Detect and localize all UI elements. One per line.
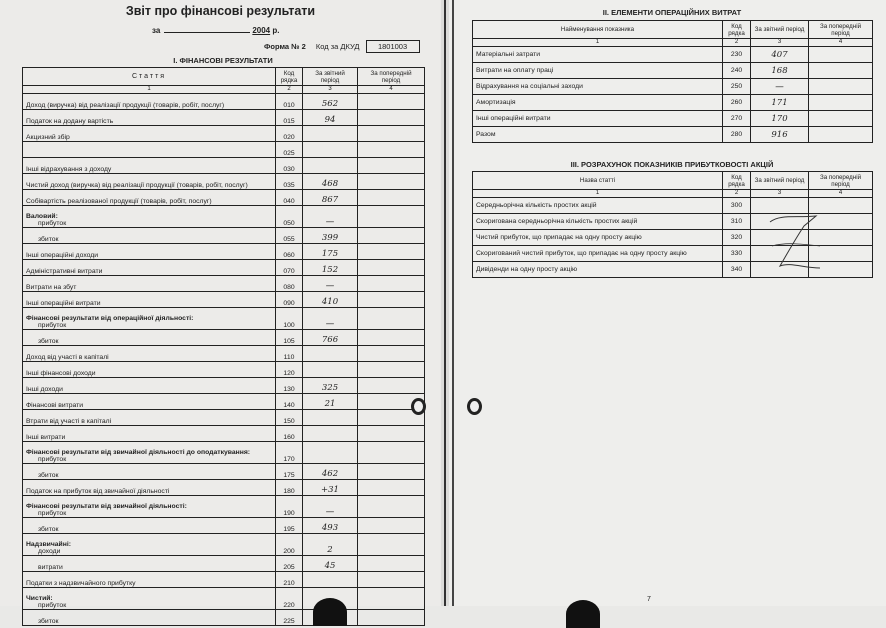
row-code: 070: [276, 260, 303, 276]
current-period-value: —: [751, 79, 809, 95]
period-blank: [164, 32, 250, 33]
current-period-value: [303, 142, 358, 158]
row-label: Матеріальні затрати: [473, 47, 723, 63]
strike-through-mark: [766, 212, 822, 274]
row-code: 320: [723, 230, 751, 246]
current-period-value: 399: [303, 228, 358, 244]
row-code: 105: [276, 330, 303, 346]
row-group-label: Фінансові результати від операційної діяльності:: [26, 315, 194, 322]
row-sub-label: прибуток: [38, 510, 67, 517]
table-row: [473, 127, 873, 143]
table-row: [23, 174, 425, 190]
row-label: [23, 308, 276, 330]
row-code: 140: [276, 394, 303, 410]
row-label: [23, 206, 276, 228]
row-group-label: Валовий:: [26, 213, 58, 220]
row-label: Витрати на збут: [23, 276, 276, 292]
row-code: 120: [276, 362, 303, 378]
current-period-value: 766: [303, 330, 358, 346]
current-period-value: —: [303, 496, 358, 518]
col-number: 2: [723, 190, 751, 198]
previous-period-value: [358, 346, 425, 362]
row-code: 300: [723, 198, 751, 214]
table-row: [23, 228, 425, 244]
table-row: [23, 346, 425, 362]
row-label: Інші відрахування з доходу: [23, 158, 276, 174]
row-label: Податки з надзвичайного прибутку: [23, 572, 276, 588]
row-label: [23, 588, 276, 610]
header-code: Код рядка: [723, 21, 751, 39]
form-label: Форма № 2: [264, 42, 306, 51]
row-code: 330: [723, 246, 751, 262]
row-group-label: Надзвичайні:: [26, 541, 71, 548]
current-period-value: [303, 346, 358, 362]
row-label: Адміністративні витрати: [23, 260, 276, 276]
table-row: [23, 410, 425, 426]
previous-period-value: [358, 362, 425, 378]
row-label: збиток: [23, 610, 276, 626]
row-code: 020: [276, 126, 303, 142]
row-label: Собівартість реалізованої продукції (товарів, робіт, послуг): [23, 190, 276, 206]
previous-period-value: [358, 142, 425, 158]
row-code: 260: [723, 95, 751, 111]
current-period-value: 2: [303, 534, 358, 556]
row-label: Інші операційні доходи: [23, 244, 276, 260]
period-suffix: р.: [272, 26, 280, 35]
row-label: Інші доходи: [23, 378, 276, 394]
row-sub-label: прибуток: [38, 322, 67, 329]
row-group-label: Чистий:: [26, 595, 53, 602]
row-code: 280: [723, 127, 751, 143]
row-code: 010: [276, 94, 303, 110]
section1-table: [22, 67, 425, 626]
current-period-value: 916: [751, 127, 809, 143]
current-period-value: 94: [303, 110, 358, 126]
row-code: 220: [276, 588, 303, 610]
current-period-value: 410: [303, 292, 358, 308]
row-sub-label: доходи: [38, 548, 61, 555]
table-row: [473, 63, 873, 79]
current-period-value: —: [303, 308, 358, 330]
previous-period-value: [358, 228, 425, 244]
current-period-value: 170: [751, 111, 809, 127]
previous-period-value: [358, 174, 425, 190]
row-code: 230: [723, 47, 751, 63]
current-period-value: [303, 410, 358, 426]
previous-period-value: [809, 111, 873, 127]
col-number: 3: [751, 190, 809, 198]
row-label: Інші операційні витрати: [473, 111, 723, 127]
row-sub-label: прибуток: [38, 220, 67, 227]
punch-hole: [411, 398, 426, 415]
current-period-value: 152: [303, 260, 358, 276]
header-code: Код рядка: [276, 68, 303, 86]
header-current: За звітний період: [751, 21, 809, 39]
current-period-value: [303, 572, 358, 588]
scan-artifact: [566, 600, 600, 628]
previous-period-value: [358, 158, 425, 174]
row-group-label: Фінансові результати від звичайної діяльності:: [26, 503, 187, 510]
row-code: 195: [276, 518, 303, 534]
row-label: витрати: [23, 556, 276, 572]
row-sub-label: прибуток: [38, 602, 67, 609]
row-code: 055: [276, 228, 303, 244]
row-code: 200: [276, 534, 303, 556]
table-row: [473, 95, 873, 111]
current-period-value: 325: [303, 378, 358, 394]
row-label: Відрахування на соціальні заходи: [473, 79, 723, 95]
previous-period-value: [809, 79, 873, 95]
previous-period-value: [358, 556, 425, 572]
previous-period-value: [358, 206, 425, 228]
row-label: Середньорічна кількість простих акцій: [473, 198, 723, 214]
row-code: 160: [276, 426, 303, 442]
row-code: 210: [276, 572, 303, 588]
dkud-code: 1801003: [366, 40, 420, 53]
previous-period-value: [358, 190, 425, 206]
col-number: 3: [751, 39, 809, 47]
row-code: 050: [276, 206, 303, 228]
row-label: збиток: [23, 518, 276, 534]
current-period-value: —: [303, 276, 358, 292]
row-label: [23, 442, 276, 464]
row-code: 205: [276, 556, 303, 572]
table-row: [23, 260, 425, 276]
row-label: Чистий прибуток, що припадає на одну просту акцію: [473, 230, 723, 246]
row-code: 040: [276, 190, 303, 206]
current-period-value: +31: [303, 480, 358, 496]
row-label: Втрати від участі в капіталі: [23, 410, 276, 426]
row-code: 080: [276, 276, 303, 292]
current-period-value: 175: [303, 244, 358, 260]
table-row: [23, 292, 425, 308]
col-number: 4: [809, 39, 873, 47]
row-label: [23, 496, 276, 518]
current-period-value: 468: [303, 174, 358, 190]
table-row: [23, 158, 425, 174]
previous-period-value: [358, 292, 425, 308]
current-period-value: 21: [303, 394, 358, 410]
table-row: [473, 47, 873, 63]
table-row: [23, 126, 425, 142]
row-code: 030: [276, 158, 303, 174]
table-row: [23, 362, 425, 378]
previous-period-value: [358, 534, 425, 556]
previous-period-value: [358, 442, 425, 464]
previous-period-value: [358, 308, 425, 330]
header-previous: За попередній період: [358, 68, 425, 86]
table-row: [23, 244, 425, 260]
table-row: [23, 610, 425, 626]
row-code: 060: [276, 244, 303, 260]
page-edge-right: [452, 0, 454, 606]
table-row: [23, 206, 425, 228]
previous-period-value: [358, 110, 425, 126]
row-code: 270: [723, 111, 751, 127]
row-label: [23, 142, 276, 158]
previous-period-value: [358, 610, 425, 626]
col-number: 2: [276, 86, 303, 94]
row-label: Інші операційні витрати: [23, 292, 276, 308]
section2-title: II. ЕЛЕМЕНТИ ОПЕРАЦІЙНИХ ВИТРАТ: [602, 8, 742, 17]
table-row: [23, 556, 425, 572]
row-code: 190: [276, 496, 303, 518]
header-name: Назва статті: [473, 172, 723, 190]
previous-period-value: [358, 572, 425, 588]
previous-period-value: [358, 588, 425, 610]
row-label: Акцизний збір: [23, 126, 276, 142]
current-period-value: [303, 362, 358, 378]
current-period-value: 493: [303, 518, 358, 534]
table-row: [23, 394, 425, 410]
table-row: [473, 111, 873, 127]
current-period-value: [303, 126, 358, 142]
current-period-value: 867: [303, 190, 358, 206]
row-label: збиток: [23, 330, 276, 346]
page-number: 7: [647, 596, 651, 603]
section3-title: III. РОЗРАХУНОК ПОКАЗНИКІВ ПРИБУТКОВОСТІ АКЦІЙ: [570, 160, 774, 169]
table-row: [23, 110, 425, 126]
row-label: Інші фінансові доходи: [23, 362, 276, 378]
row-code: 170: [276, 442, 303, 464]
previous-period-value: [358, 330, 425, 346]
table-row: [23, 330, 425, 346]
table-row: [23, 480, 425, 496]
dkud-label: Код за ДКУД: [315, 42, 360, 51]
row-code: 250: [723, 79, 751, 95]
row-group-label: Фінансові результати від звичайної діяльності до оподаткування:: [26, 449, 251, 456]
row-label: [23, 534, 276, 556]
punch-hole: [467, 398, 482, 415]
row-code: 110: [276, 346, 303, 362]
table-row: [23, 442, 425, 464]
row-label: збиток: [23, 228, 276, 244]
table-row: [23, 534, 425, 556]
col-number: 1: [473, 190, 723, 198]
table-row: [23, 308, 425, 330]
current-period-value: [303, 158, 358, 174]
row-label: Чистий доход (виручка) від реалізації продукції (товарів, робіт, послуг): [23, 174, 276, 190]
table-row: [23, 276, 425, 292]
table-row: [23, 588, 425, 610]
row-label: Разом: [473, 127, 723, 143]
previous-period-value: [358, 464, 425, 480]
row-code: 175: [276, 464, 303, 480]
period-year: 2004: [252, 26, 271, 35]
header-code: Код рядка: [723, 172, 751, 190]
current-period-value: 168: [751, 63, 809, 79]
previous-period-value: [358, 518, 425, 534]
current-period-value: 407: [751, 47, 809, 63]
period-prefix: за: [152, 26, 161, 35]
header-current: За звітний період: [303, 68, 358, 86]
row-code: 180: [276, 480, 303, 496]
current-period-value: 462: [303, 464, 358, 480]
previous-period-value: [358, 378, 425, 394]
current-period-value: [303, 442, 358, 464]
table-row: [23, 142, 425, 158]
row-code: 150: [276, 410, 303, 426]
page-edge-left: [444, 0, 446, 606]
row-label: Доход від участі в капіталі: [23, 346, 276, 362]
col-number: 1: [473, 39, 723, 47]
header-previous: За попередній період: [809, 21, 873, 39]
header-article: Стаття: [23, 68, 276, 86]
previous-period-value: [809, 95, 873, 111]
table-row: [23, 94, 425, 110]
row-label: Податок на додану вартість: [23, 110, 276, 126]
previous-period-value: [358, 276, 425, 292]
current-period-value: —: [303, 206, 358, 228]
table-row: [23, 572, 425, 588]
row-label: Скоригований чистий прибуток, що припадає на одну просту акцію: [473, 246, 723, 262]
table-row: [23, 496, 425, 518]
row-code: 015: [276, 110, 303, 126]
row-code: 340: [723, 262, 751, 278]
table-row: [473, 79, 873, 95]
previous-period-value: [358, 260, 425, 276]
table-row: [23, 190, 425, 206]
previous-period-value: [358, 126, 425, 142]
previous-period-value: [809, 63, 873, 79]
previous-period-value: [358, 244, 425, 260]
col-number: 1: [23, 86, 276, 94]
row-code: 240: [723, 63, 751, 79]
previous-period-value: [809, 127, 873, 143]
form-info: [264, 40, 420, 53]
current-period-value: 45: [303, 556, 358, 572]
row-label: Дивіденди на одну просту акцію: [473, 262, 723, 278]
row-label: Доход (виручка) від реалізації продукції (товарів, робіт, послуг): [23, 94, 276, 110]
row-code: 025: [276, 142, 303, 158]
table-row: [23, 426, 425, 442]
col-number: 4: [358, 86, 425, 94]
previous-period-value: [358, 426, 425, 442]
current-period-value: 171: [751, 95, 809, 111]
col-number: 2: [723, 39, 751, 47]
row-code: 090: [276, 292, 303, 308]
row-sub-label: прибуток: [38, 456, 67, 463]
previous-period-value: [358, 94, 425, 110]
previous-period-value: [358, 496, 425, 518]
row-code: 100: [276, 308, 303, 330]
header-indicator: Найменування показника: [473, 21, 723, 39]
document-title: Звіт про фінансові результати: [125, 4, 316, 18]
row-label: Скоригована середньорічна кількість простих акцій: [473, 214, 723, 230]
scan-artifact: [313, 598, 347, 626]
row-label: Витрати на оплату праці: [473, 63, 723, 79]
row-code: 310: [723, 214, 751, 230]
header-previous: За попередній період: [809, 172, 873, 190]
table-row: [23, 518, 425, 534]
header-current: За звітний період: [751, 172, 809, 190]
row-label: Фінансові витрати: [23, 394, 276, 410]
current-period-value: [303, 426, 358, 442]
row-label: Амортизація: [473, 95, 723, 111]
section1-title: I. ФІНАНСОВІ РЕЗУЛЬТАТИ: [173, 56, 273, 65]
row-label: Інші витрати: [23, 426, 276, 442]
row-label: Податок на прибуток від звичайної діяльності: [23, 480, 276, 496]
previous-period-value: [809, 47, 873, 63]
col-number: 3: [303, 86, 358, 94]
current-period-value: 562: [303, 94, 358, 110]
row-code: 035: [276, 174, 303, 190]
report-period: [152, 26, 279, 35]
row-code: 225: [276, 610, 303, 626]
previous-period-value: [358, 480, 425, 496]
col-number: 4: [809, 190, 873, 198]
table-row: [23, 378, 425, 394]
row-label: збиток: [23, 464, 276, 480]
section2-table: [472, 20, 873, 143]
table-row: [23, 464, 425, 480]
row-code: 130: [276, 378, 303, 394]
